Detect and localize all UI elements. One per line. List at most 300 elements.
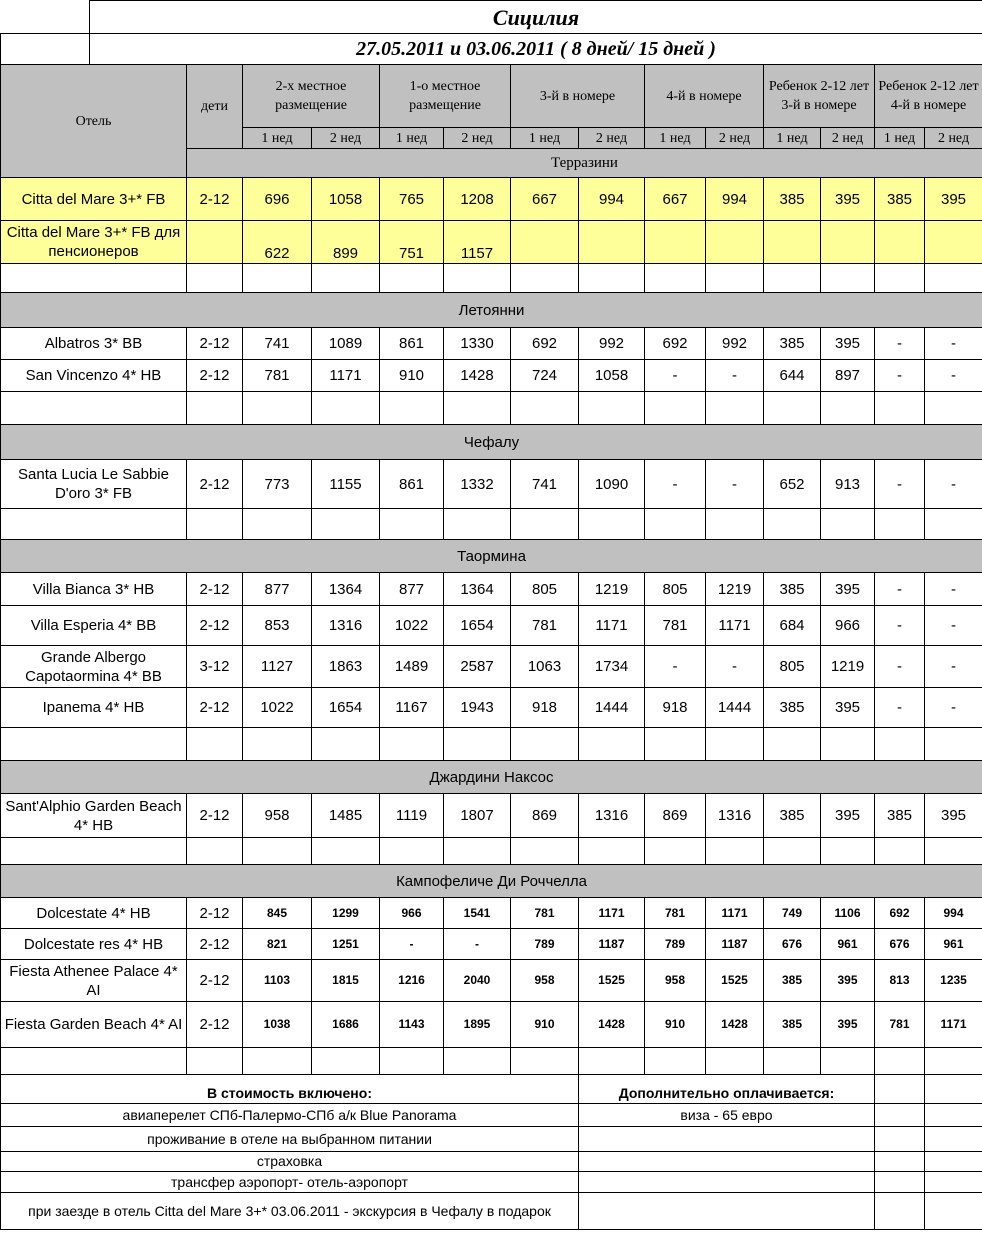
included-title: В стоимость включено: bbox=[1, 1075, 579, 1104]
empty-cell bbox=[444, 392, 511, 425]
empty-cell bbox=[706, 509, 764, 540]
empty-cell bbox=[1, 264, 187, 293]
hotel-name: San Vincenzo 4* HB bbox=[1, 360, 187, 392]
empty-cell bbox=[444, 838, 511, 865]
price-value: 667 bbox=[645, 178, 706, 221]
children-age: 2-12 bbox=[187, 688, 243, 728]
table-row bbox=[1, 1002, 982, 1048]
price-value: 781 bbox=[875, 1002, 925, 1048]
price-value: 1171 bbox=[579, 606, 645, 646]
price-value: 1541 bbox=[444, 898, 511, 929]
empty-cell bbox=[312, 509, 380, 540]
price-value: 1143 bbox=[380, 1002, 444, 1048]
week2-header: 2 нед bbox=[706, 128, 764, 149]
extra-item: виза - 65 евро bbox=[579, 1104, 875, 1127]
empty-cell bbox=[875, 1075, 925, 1104]
empty-cell bbox=[1, 728, 187, 761]
price-value: - bbox=[645, 360, 706, 392]
empty-cell bbox=[187, 509, 243, 540]
column-group-header: 1-о местное размещение bbox=[380, 65, 511, 128]
empty-cell bbox=[925, 264, 982, 293]
price-value: 958 bbox=[645, 960, 706, 1002]
price-value: 385 bbox=[764, 178, 821, 221]
price-value: 1106 bbox=[821, 898, 875, 929]
price-value: 1167 bbox=[380, 688, 444, 728]
hotel-header: Отель bbox=[1, 65, 187, 178]
price-value: 696 bbox=[243, 178, 312, 221]
empty-cell bbox=[1, 34, 90, 65]
empty-cell bbox=[511, 838, 579, 865]
empty-cell bbox=[511, 728, 579, 761]
children-age: 2-12 bbox=[187, 929, 243, 960]
region-header: Терразини bbox=[187, 149, 982, 178]
table-row bbox=[1, 728, 982, 761]
empty-cell bbox=[511, 509, 579, 540]
price-value: 1171 bbox=[312, 360, 380, 392]
price-value: 1734 bbox=[579, 646, 645, 688]
hotel-name: Citta del Mare 3+* FB для пенсионеров bbox=[1, 221, 187, 264]
price-value: 910 bbox=[380, 360, 444, 392]
price-value: 1444 bbox=[706, 688, 764, 728]
price-value: 1058 bbox=[312, 178, 380, 221]
hotel-name: Grande Albergo Capotaormina 4* BB bbox=[1, 646, 187, 688]
price-value: 961 bbox=[821, 929, 875, 960]
table-row bbox=[1, 1048, 982, 1075]
column-group-header: 3-й в номере bbox=[511, 65, 645, 128]
price-value: 385 bbox=[875, 794, 925, 838]
price-value: 1119 bbox=[380, 794, 444, 838]
price-value: 395 bbox=[821, 688, 875, 728]
price-value: 692 bbox=[875, 898, 925, 929]
empty-cell bbox=[444, 264, 511, 293]
table-row bbox=[1, 838, 982, 865]
price-value: 1103 bbox=[243, 960, 312, 1002]
table-row bbox=[1, 425, 982, 460]
price-value: 1654 bbox=[444, 606, 511, 646]
empty-cell bbox=[579, 728, 645, 761]
empty-cell bbox=[1, 838, 187, 865]
price-value: - bbox=[875, 328, 925, 360]
price-value: 994 bbox=[579, 178, 645, 221]
price-value: 1089 bbox=[312, 328, 380, 360]
empty-cell bbox=[380, 264, 444, 293]
price-value: 1235 bbox=[925, 960, 982, 1002]
week2-header: 2 нед bbox=[821, 128, 875, 149]
price-value: 897 bbox=[821, 360, 875, 392]
empty-cell bbox=[579, 1048, 645, 1075]
empty-cell bbox=[925, 1193, 982, 1230]
price-value: - bbox=[706, 360, 764, 392]
price-value: 1364 bbox=[312, 573, 380, 606]
empty-cell bbox=[875, 1172, 925, 1193]
price-value: 805 bbox=[511, 573, 579, 606]
price-value: 385 bbox=[875, 178, 925, 221]
children-header: дети bbox=[187, 65, 243, 149]
table-row bbox=[1, 392, 982, 425]
empty-cell bbox=[380, 509, 444, 540]
price-value: 684 bbox=[764, 606, 821, 646]
empty-cell bbox=[579, 1127, 875, 1152]
empty-cell bbox=[312, 392, 380, 425]
empty-cell bbox=[875, 392, 925, 425]
price-value: 395 bbox=[925, 794, 982, 838]
children-age: 2-12 bbox=[187, 960, 243, 1002]
empty-cell bbox=[187, 838, 243, 865]
price-value: 385 bbox=[764, 688, 821, 728]
price-value: 1807 bbox=[444, 794, 511, 838]
price-value: - bbox=[875, 606, 925, 646]
price-value: 1364 bbox=[444, 573, 511, 606]
empty-cell bbox=[821, 509, 875, 540]
table-row bbox=[1, 1127, 982, 1152]
empty-cell bbox=[380, 728, 444, 761]
price-value: 869 bbox=[511, 794, 579, 838]
table-row bbox=[1, 221, 982, 264]
price-value: 385 bbox=[764, 794, 821, 838]
table-row bbox=[1, 865, 982, 898]
empty-cell bbox=[875, 1104, 925, 1127]
empty-cell bbox=[243, 392, 312, 425]
price-value: 1815 bbox=[312, 960, 380, 1002]
price-value: - bbox=[706, 646, 764, 688]
price-value: 1316 bbox=[312, 606, 380, 646]
empty-cell bbox=[706, 1048, 764, 1075]
price-value: 1171 bbox=[579, 898, 645, 929]
table-row bbox=[1, 328, 982, 360]
empty-cell bbox=[925, 392, 982, 425]
price-value: 2040 bbox=[444, 960, 511, 1002]
empty-cell bbox=[706, 838, 764, 865]
price-value: - bbox=[875, 688, 925, 728]
price-value: 1485 bbox=[312, 794, 380, 838]
price-value: 805 bbox=[764, 646, 821, 688]
price-value: 869 bbox=[645, 794, 706, 838]
table-row bbox=[1, 1075, 982, 1104]
price-value: 1171 bbox=[925, 1002, 982, 1048]
price-value: 1444 bbox=[579, 688, 645, 728]
table-row bbox=[1, 293, 982, 328]
price-value bbox=[764, 221, 821, 264]
price-value: 749 bbox=[764, 898, 821, 929]
price-value: - bbox=[380, 929, 444, 960]
price-value: 958 bbox=[511, 960, 579, 1002]
children-age: 2-12 bbox=[187, 460, 243, 509]
price-value: 385 bbox=[764, 573, 821, 606]
table-row bbox=[1, 264, 982, 293]
price-value: - bbox=[925, 360, 982, 392]
price-value: 994 bbox=[706, 178, 764, 221]
price-value: 961 bbox=[925, 929, 982, 960]
children-age: 2-12 bbox=[187, 360, 243, 392]
empty-cell bbox=[706, 728, 764, 761]
region-header: Чефалу bbox=[1, 425, 982, 460]
empty-cell bbox=[925, 1172, 982, 1193]
week2-header: 2 нед bbox=[444, 128, 511, 149]
price-value: 992 bbox=[706, 328, 764, 360]
price-value: 1654 bbox=[312, 688, 380, 728]
empty-cell bbox=[511, 1048, 579, 1075]
empty-cell bbox=[925, 1075, 982, 1104]
empty-cell bbox=[764, 1048, 821, 1075]
table-row bbox=[1, 794, 982, 838]
price-value: 781 bbox=[243, 360, 312, 392]
price-value: 781 bbox=[511, 606, 579, 646]
price-value: 1022 bbox=[380, 606, 444, 646]
empty-cell bbox=[875, 264, 925, 293]
price-value: - bbox=[875, 646, 925, 688]
empty-cell bbox=[1, 1, 90, 34]
children-age: 2-12 bbox=[187, 178, 243, 221]
price-value: - bbox=[925, 646, 982, 688]
empty-cell bbox=[187, 264, 243, 293]
empty-cell bbox=[925, 509, 982, 540]
empty-cell bbox=[1, 392, 187, 425]
hotel-name: Albatros 3* BB bbox=[1, 328, 187, 360]
price-value bbox=[875, 221, 925, 264]
price-value: 692 bbox=[645, 328, 706, 360]
empty-cell bbox=[312, 1048, 380, 1075]
week1-header: 1 нед bbox=[875, 128, 925, 149]
price-value: 1171 bbox=[706, 606, 764, 646]
price-value: 1525 bbox=[579, 960, 645, 1002]
price-value: 667 bbox=[511, 178, 579, 221]
week1-header: 1 нед bbox=[511, 128, 579, 149]
price-value: 781 bbox=[511, 898, 579, 929]
week2-header: 2 нед bbox=[579, 128, 645, 149]
price-value: 773 bbox=[243, 460, 312, 509]
price-value: 1187 bbox=[706, 929, 764, 960]
empty-cell bbox=[380, 1048, 444, 1075]
column-group-header: 4-й в номере bbox=[645, 65, 764, 128]
empty-cell bbox=[444, 509, 511, 540]
table-row bbox=[1, 1, 982, 34]
hotel-name: Ipanema 4* HB bbox=[1, 688, 187, 728]
region-header: Кампофеличе Ди Роччелла bbox=[1, 865, 982, 898]
included-item: проживание в отеле на выбранном питании bbox=[1, 1127, 579, 1152]
empty-cell bbox=[821, 392, 875, 425]
page-title: Сицилия bbox=[90, 1, 982, 34]
hotel-name: Santa Lucia Le Sabbie D'oro 3* FB bbox=[1, 460, 187, 509]
children-age: 2-12 bbox=[187, 573, 243, 606]
price-value: 1863 bbox=[312, 646, 380, 688]
empty-cell bbox=[579, 838, 645, 865]
price-value: 805 bbox=[645, 573, 706, 606]
empty-cell bbox=[187, 1048, 243, 1075]
children-age: 2-12 bbox=[187, 794, 243, 838]
week2-header: 2 нед bbox=[925, 128, 982, 149]
empty-cell bbox=[243, 264, 312, 293]
empty-cell bbox=[821, 264, 875, 293]
empty-cell bbox=[875, 1127, 925, 1152]
price-value: 1127 bbox=[243, 646, 312, 688]
price-value: 1943 bbox=[444, 688, 511, 728]
empty-cell bbox=[187, 392, 243, 425]
empty-cell bbox=[925, 1048, 982, 1075]
empty-cell bbox=[579, 1152, 875, 1172]
price-value: 1090 bbox=[579, 460, 645, 509]
price-value: 1330 bbox=[444, 328, 511, 360]
price-value: 845 bbox=[243, 898, 312, 929]
price-value: 751 bbox=[380, 221, 444, 264]
empty-cell bbox=[645, 728, 706, 761]
children-age: 2-12 bbox=[187, 1002, 243, 1048]
table-row bbox=[1, 929, 982, 960]
children-age: 3-12 bbox=[187, 646, 243, 688]
table-row bbox=[1, 761, 982, 794]
price-value: 1895 bbox=[444, 1002, 511, 1048]
price-value: 692 bbox=[511, 328, 579, 360]
price-value: 395 bbox=[821, 794, 875, 838]
table-row bbox=[1, 573, 982, 606]
hotel-name: Fiesta Garden Beach 4* AI bbox=[1, 1002, 187, 1048]
price-value bbox=[511, 221, 579, 264]
price-value: 1489 bbox=[380, 646, 444, 688]
table-row bbox=[1, 960, 982, 1002]
empty-cell bbox=[312, 728, 380, 761]
hotel-name: Villa Bianca 3* HB bbox=[1, 573, 187, 606]
column-group-header: Ребенок 2-12 лет 3-й в номере bbox=[764, 65, 875, 128]
price-value: 1428 bbox=[706, 1002, 764, 1048]
hotel-name: Dolcestate res 4* HB bbox=[1, 929, 187, 960]
price-value: - bbox=[925, 688, 982, 728]
hotel-name: Dolcestate 4* HB bbox=[1, 898, 187, 929]
price-value: 395 bbox=[821, 328, 875, 360]
empty-cell bbox=[764, 392, 821, 425]
empty-cell bbox=[187, 728, 243, 761]
empty-cell bbox=[645, 1048, 706, 1075]
price-value: 966 bbox=[380, 898, 444, 929]
price-value: 821 bbox=[243, 929, 312, 960]
included-item: страховка bbox=[1, 1152, 579, 1172]
extra-title: Дополнительно оплачивается: bbox=[579, 1075, 875, 1104]
price-value: 781 bbox=[645, 606, 706, 646]
empty-cell bbox=[706, 264, 764, 293]
price-value: 652 bbox=[764, 460, 821, 509]
empty-cell bbox=[243, 1048, 312, 1075]
children-age: 2-12 bbox=[187, 898, 243, 929]
empty-cell bbox=[925, 728, 982, 761]
empty-cell bbox=[706, 392, 764, 425]
price-value: 622 bbox=[243, 221, 312, 264]
price-value: 1299 bbox=[312, 898, 380, 929]
empty-cell bbox=[875, 838, 925, 865]
price-value: 994 bbox=[925, 898, 982, 929]
price-value: 918 bbox=[645, 688, 706, 728]
price-value: 1157 bbox=[444, 221, 511, 264]
week2-header: 2 нед bbox=[312, 128, 380, 149]
included-item: при заезде в отель Citta del Mare 3+* 03.06.2011 - экскурсия в Чефалу в подарок bbox=[1, 1193, 579, 1230]
price-value bbox=[706, 221, 764, 264]
price-value: 1022 bbox=[243, 688, 312, 728]
empty-cell bbox=[579, 1193, 875, 1230]
price-value: 395 bbox=[821, 960, 875, 1002]
price-value: - bbox=[645, 460, 706, 509]
empty-cell bbox=[764, 509, 821, 540]
price-value bbox=[579, 221, 645, 264]
price-value: 877 bbox=[380, 573, 444, 606]
price-value: 1219 bbox=[579, 573, 645, 606]
price-value: 966 bbox=[821, 606, 875, 646]
empty-cell bbox=[511, 264, 579, 293]
table-row bbox=[1, 1193, 982, 1230]
price-value: 644 bbox=[764, 360, 821, 392]
empty-cell bbox=[312, 264, 380, 293]
empty-cell bbox=[243, 838, 312, 865]
price-value: 1428 bbox=[444, 360, 511, 392]
hotel-name: Citta del Mare 3+* FB bbox=[1, 178, 187, 221]
empty-cell bbox=[1, 1048, 187, 1075]
empty-cell bbox=[444, 1048, 511, 1075]
table-row bbox=[1, 898, 982, 929]
empty-cell bbox=[380, 392, 444, 425]
empty-cell bbox=[821, 728, 875, 761]
price-value: 853 bbox=[243, 606, 312, 646]
price-value: 1187 bbox=[579, 929, 645, 960]
empty-cell bbox=[243, 509, 312, 540]
price-value: 1063 bbox=[511, 646, 579, 688]
price-value: 1316 bbox=[706, 794, 764, 838]
empty-cell bbox=[925, 1127, 982, 1152]
price-value bbox=[821, 221, 875, 264]
price-value: - bbox=[875, 460, 925, 509]
price-value: 1525 bbox=[706, 960, 764, 1002]
price-value: 1316 bbox=[579, 794, 645, 838]
price-value: 395 bbox=[925, 178, 982, 221]
week1-header: 1 нед bbox=[243, 128, 312, 149]
price-value: 676 bbox=[875, 929, 925, 960]
price-value: 913 bbox=[821, 460, 875, 509]
price-value: 910 bbox=[511, 1002, 579, 1048]
empty-cell bbox=[579, 1172, 875, 1193]
hotel-name: Villa Esperia 4* BB bbox=[1, 606, 187, 646]
table-row bbox=[1, 1172, 982, 1193]
table-row bbox=[1, 509, 982, 540]
empty-cell bbox=[875, 509, 925, 540]
empty-cell bbox=[875, 1048, 925, 1075]
price-value: 676 bbox=[764, 929, 821, 960]
empty-cell bbox=[645, 509, 706, 540]
price-value: 1171 bbox=[706, 898, 764, 929]
empty-cell bbox=[243, 728, 312, 761]
table-row bbox=[1, 1104, 982, 1127]
price-value: - bbox=[706, 460, 764, 509]
table-row bbox=[1, 646, 982, 688]
table-row bbox=[1, 688, 982, 728]
empty-cell bbox=[821, 1048, 875, 1075]
price-value bbox=[925, 221, 982, 264]
price-value: - bbox=[875, 360, 925, 392]
table-row bbox=[1, 540, 982, 573]
price-value: 1251 bbox=[312, 929, 380, 960]
price-value: 861 bbox=[380, 460, 444, 509]
price-value: 789 bbox=[511, 929, 579, 960]
children-age: 2-12 bbox=[187, 606, 243, 646]
price-value: 385 bbox=[764, 328, 821, 360]
price-value: - bbox=[645, 646, 706, 688]
children-age bbox=[187, 221, 243, 264]
table-row bbox=[1, 65, 982, 128]
empty-cell bbox=[312, 838, 380, 865]
price-value: 724 bbox=[511, 360, 579, 392]
price-value: 2587 bbox=[444, 646, 511, 688]
price-value: 385 bbox=[764, 960, 821, 1002]
empty-cell bbox=[764, 838, 821, 865]
empty-cell bbox=[925, 838, 982, 865]
price-value: 781 bbox=[645, 898, 706, 929]
price-value: 1058 bbox=[579, 360, 645, 392]
empty-cell bbox=[645, 392, 706, 425]
week1-header: 1 нед bbox=[764, 128, 821, 149]
